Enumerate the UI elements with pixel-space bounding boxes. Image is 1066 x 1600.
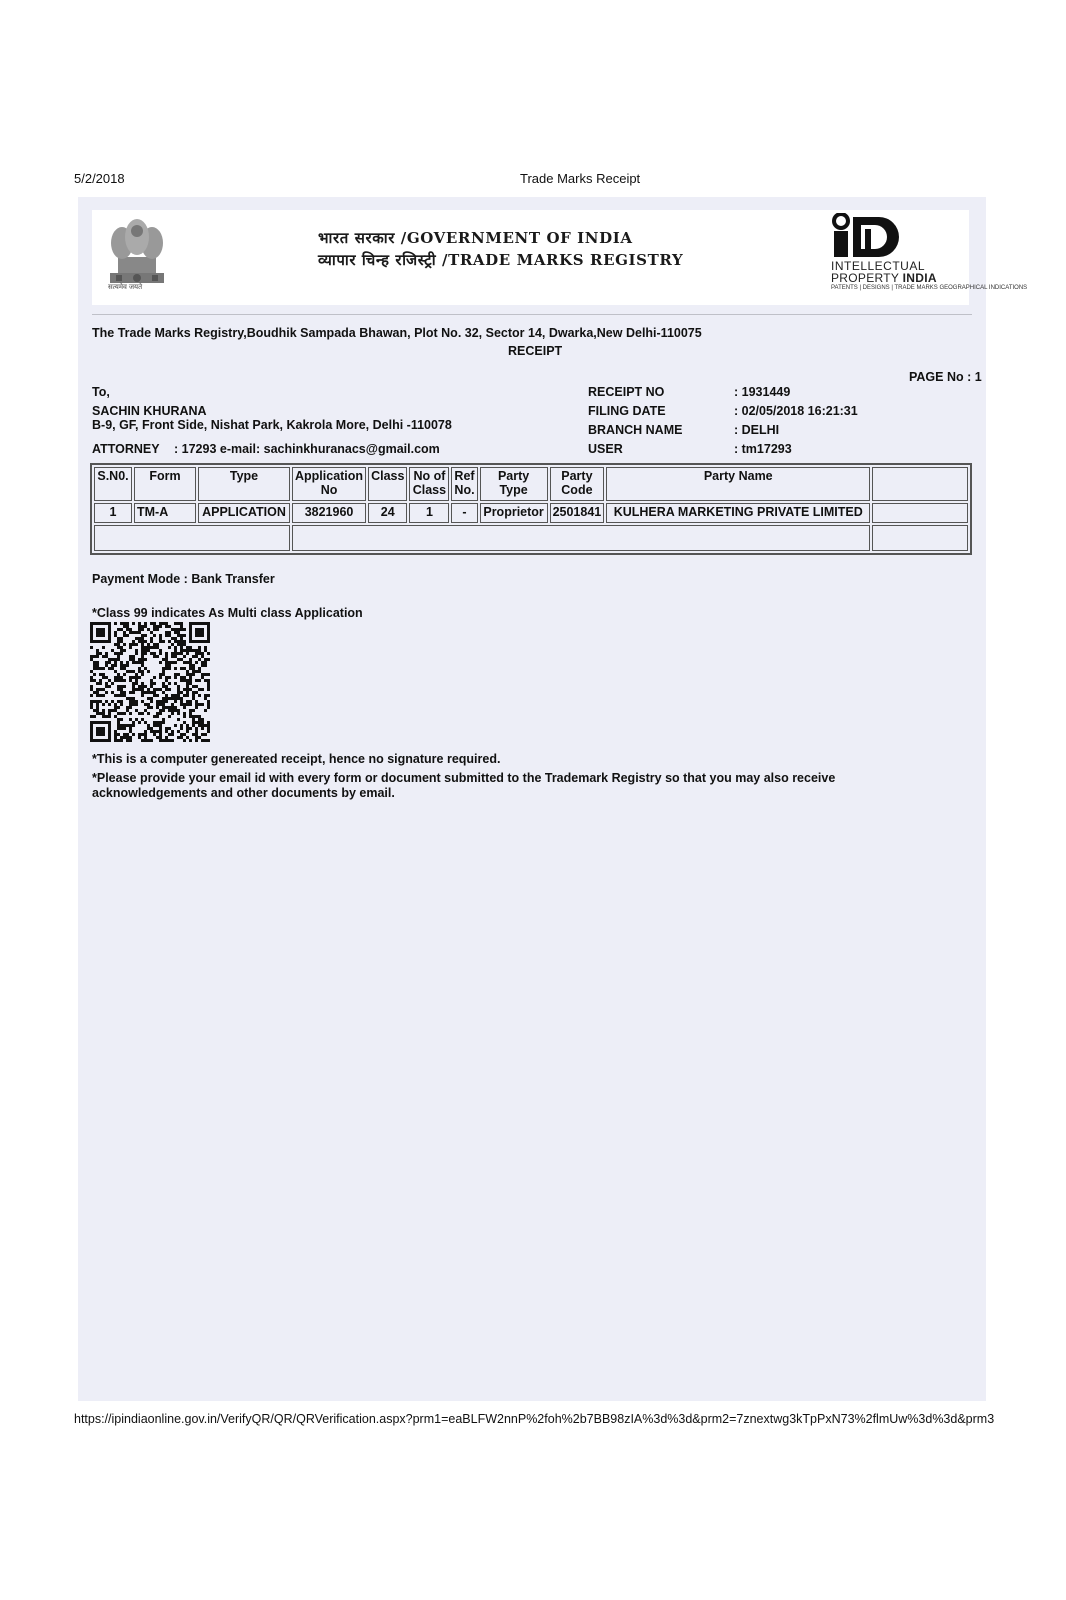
filing-date-label: FILING DATE <box>588 404 666 418</box>
cell-party-type: Proprietor <box>480 503 548 523</box>
recipient-name: SACHIN KHURANA <box>92 404 207 418</box>
government-line: भारत सरकार /GOVERNMENT OF INDIA <box>318 229 633 247</box>
receipt-no-label: RECEIPT NO <box>588 385 665 399</box>
empty-cell-middle <box>292 525 870 551</box>
email-note: *Please provide your email id with every form or document submitted to the Trademark Registry so that you may also receive acknowledgements and other documents by email. <box>92 771 836 800</box>
col-header-application-no: Application No <box>292 467 366 501</box>
col-header-sno: S.N0. <box>94 467 132 501</box>
divider <box>92 314 972 315</box>
col-header-no-of-class: No of Class <box>409 467 449 501</box>
cell-blank <box>872 503 968 523</box>
attorney-label: ATTORNEY <box>92 442 160 456</box>
col-header-party-name: Party Name <box>606 467 870 501</box>
cell-type: APPLICATION <box>198 503 290 523</box>
col-header-form: Form <box>134 467 196 501</box>
cell-no-of-class: 1 <box>409 503 449 523</box>
logo-text-property-india: PROPERTY INDIA <box>831 271 937 285</box>
cell-class: 24 <box>368 503 407 523</box>
print-title: Trade Marks Receipt <box>520 171 641 186</box>
recipient-to: To, <box>92 385 110 399</box>
branch-name-value: : DELHI <box>734 423 780 437</box>
table-empty-row <box>94 525 968 551</box>
user-value: : tm17293 <box>734 442 792 456</box>
page-number: PAGE No : 1 <box>909 370 982 384</box>
col-header-type: Type <box>198 467 290 501</box>
cell-party-name: KULHERA MARKETING PRIVATE LIMITED <box>606 503 870 523</box>
col-header-party-type: Party Type <box>480 467 548 501</box>
col-header-class: Class <box>368 467 407 501</box>
table-header-row <box>94 467 968 501</box>
table-row <box>94 503 968 523</box>
qr-code <box>90 622 210 742</box>
col-header-blank <box>872 467 968 501</box>
cell-sno: 1 <box>94 503 132 523</box>
payment-mode: Payment Mode : Bank Transfer <box>92 572 275 586</box>
application-table <box>90 463 972 555</box>
signature-note: *This is a computer genereated receipt, hence no signature required. <box>92 752 501 766</box>
empty-cell-right <box>872 525 968 551</box>
user-label: USER <box>588 442 623 456</box>
filing-date-value: : 02/05/2018 16:21:31 <box>734 404 858 418</box>
logo-text-intellectual: INTELLECTUAL <box>831 259 926 273</box>
verification-url[interactable]: https://ipindiaonline.gov.in/VerifyQR/QR/QRVerification.aspx?prm1=eaBLFW2nnP%2foh%2b7BB98zIA%3d%3d&prm2=7znextwg3kTpPxN73%2flmUw%3d%3d&prm3 <box>74 1412 995 1426</box>
logo-text-subtitle: PATENTS | DESIGNS | TRADE MARKS GEOGRAPHICAL INDICATIONS <box>831 285 1028 291</box>
cell-application-no: 3821960 <box>292 503 366 523</box>
recipient-address: B-9, GF, Front Side, Nishat Park, Kakrola More, Delhi -110078 <box>92 418 452 432</box>
print-date: 5/2/2018 <box>74 171 125 186</box>
ip-logo-icon <box>831 213 911 259</box>
cell-party-code: 2501841 <box>550 503 605 523</box>
cell-ref-no: - <box>451 503 477 523</box>
empty-cell-left <box>94 525 290 551</box>
registry-line: व्यापार चिन्ह रजिस्ट्री /TRADE MARKS REGISTRY <box>318 251 684 269</box>
cell-form: TM-A <box>134 503 196 523</box>
col-header-ref-no: Ref No. <box>451 467 477 501</box>
branch-name-label: BRANCH NAME <box>588 423 683 437</box>
receipt-heading: RECEIPT <box>508 344 563 358</box>
attorney-value: : 17293 e-mail: sachinkhuranacs@gmail.com <box>174 442 440 456</box>
receipt-no-value: : 1931449 <box>734 385 791 399</box>
col-header-party-code: Party Code <box>550 467 605 501</box>
emblem-motto: सत्यमेव जयते <box>108 284 143 291</box>
ip-india-logo <box>831 213 1028 297</box>
registry-address: The Trade Marks Registry,Boudhik Sampada Bhawan, Plot No. 32, Sector 14, Dwarka,New Delhi-110075 <box>92 326 702 340</box>
class-99-note: *Class 99 indicates As Multi class Application <box>92 606 363 620</box>
